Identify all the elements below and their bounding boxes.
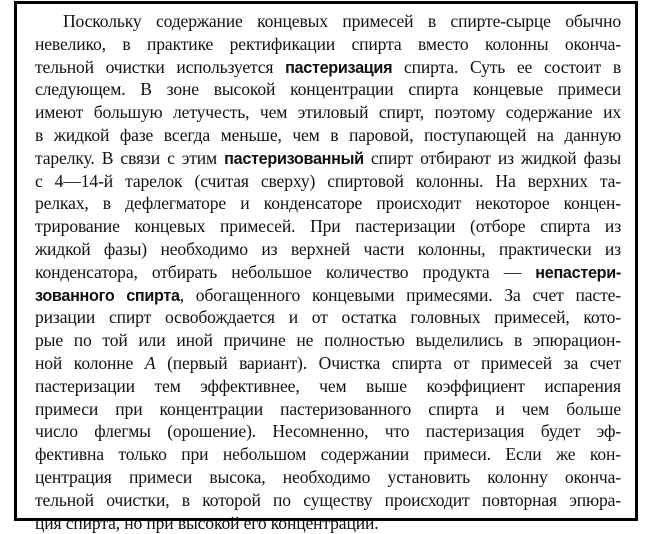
bold-term: пастеризованный: [224, 149, 364, 168]
text-line: [35, 10, 621, 33]
text-run: ризации спирт освобождается и от остатка головных примесей, кото-: [35, 307, 621, 328]
paragraph: [35, 10, 621, 534]
text-line: [35, 420, 621, 443]
text-line: [35, 398, 621, 421]
text-run: релках, в дефлегматоре и конденсаторе происходит некоторое концен-: [35, 193, 621, 214]
text-run: следующем. В зоне высокой концентрации спирта концевые примеси: [35, 79, 621, 100]
text-run: невелико, в практике ректификации спирта вместо колонны оконча-: [35, 33, 621, 54]
text-run: центрация примеси высока, необходимо установить колонну оконча-: [35, 466, 621, 487]
text-run: трирование концевых примесей. При пастеризации (отборе спирта из: [35, 216, 621, 237]
text-run: тельной очистки используется: [35, 56, 286, 77]
text-line: [35, 147, 621, 170]
text-line: [35, 192, 621, 215]
text-line: [35, 443, 621, 466]
text-line: [35, 306, 621, 329]
text-run: тельной очистки, в которой по существу происходит повторная эпюра-: [35, 489, 621, 510]
text-line: [35, 33, 621, 56]
text-run: (первый вариант). Очистка спирта от примесей за счет: [155, 352, 622, 373]
text-run: Поскольку содержание концевых примесей в спирте-сырце обычно: [63, 11, 621, 31]
text-line: [35, 78, 621, 101]
bold-term: пастеризация: [285, 58, 393, 77]
text-line: [35, 329, 621, 352]
bold-term: непастери-: [535, 263, 621, 282]
text-run: спирта. Суть ее состоит в: [392, 56, 621, 77]
text-line: [35, 124, 621, 147]
text-line: [35, 284, 621, 307]
text-run: спирт отбирают из жидкой фазы: [363, 147, 621, 168]
text-line: [35, 375, 621, 398]
text-line: [35, 352, 621, 375]
text-run: с 4—14-й тарелок (считая сверху) спиртовой колонны. На верхних та-: [35, 170, 621, 191]
text-run: фективна только при небольшом содержании примеси. Если же кон-: [35, 444, 621, 465]
text-run: примеси при концентрации пастеризованного спирта и чем больше: [35, 398, 621, 419]
italic-term: А: [144, 352, 156, 373]
text-line: [35, 56, 621, 79]
text-line: [35, 261, 621, 284]
text-run: ция спирта, но при высокой его концентрации.: [35, 512, 379, 533]
text-run: пастеризации тем эффективнее, чем выше коэффициент испарения: [35, 375, 621, 396]
text-line: [35, 170, 621, 193]
text-run: ной колонне: [35, 352, 145, 373]
text-run: конденсатора, отбирать небольшое количество продукта —: [35, 261, 536, 282]
text-frame: [14, 1, 638, 533]
text-run: жидкой фазы) необходимо из верхней части колонны, практически из: [35, 238, 621, 259]
bold-term: зованного спирта: [35, 286, 180, 305]
text-run: рые по той или иной причине не полностью выделились в эпюрацион-: [35, 330, 621, 351]
text-line: [35, 101, 621, 124]
text-run: , обогащенного концевыми примесями. За счет пасте-: [179, 284, 621, 305]
text-line: [35, 215, 621, 238]
text-run: число флегмы (орошение). Несомненно, что пастеризация будет эф-: [35, 421, 621, 442]
text-line: [35, 489, 621, 512]
text-line: [35, 512, 621, 534]
text-line: [35, 466, 621, 489]
text-run: в жидкой фазе всегда меньше, чем в паровой, поступающей на данную: [35, 124, 621, 145]
text-run: тарелку. В связи с этим: [35, 147, 225, 168]
text-line: [35, 238, 621, 261]
text-run: имеют большую летучесть, чем этиловый спирт, поэтому содержание их: [35, 102, 621, 123]
